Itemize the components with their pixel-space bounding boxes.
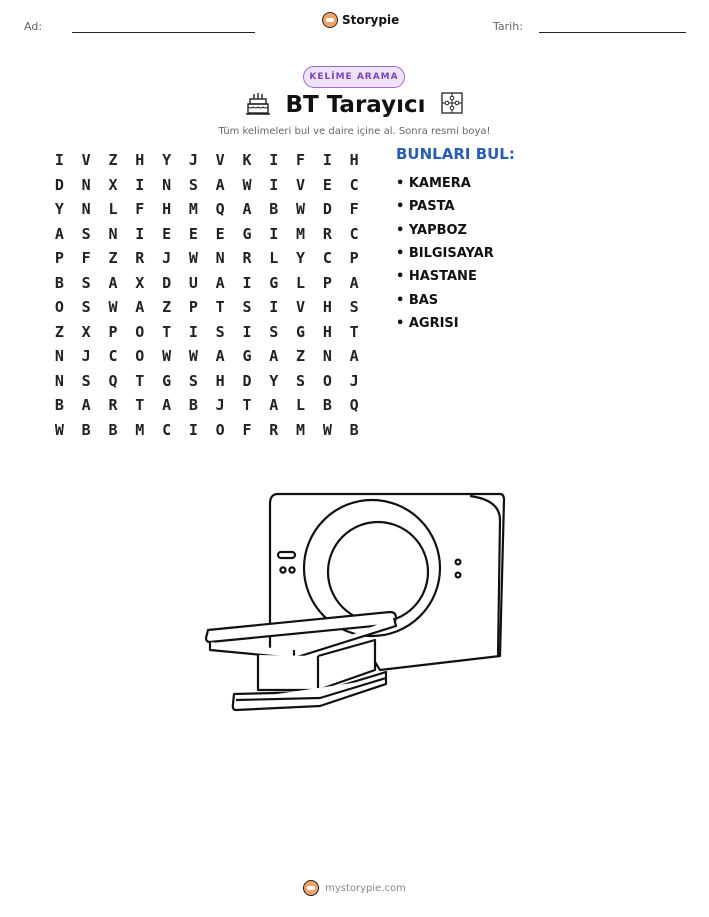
grid-letter[interactable]: A bbox=[269, 347, 279, 366]
grid-letter[interactable]: N bbox=[54, 371, 64, 390]
grid-letter[interactable]: N bbox=[108, 224, 118, 243]
grid-letter[interactable]: V bbox=[296, 175, 306, 194]
grid-letter[interactable]: B bbox=[108, 420, 118, 439]
grid-letter[interactable]: I bbox=[269, 298, 279, 317]
grid-letter[interactable]: N bbox=[215, 249, 225, 268]
grid-letter[interactable]: O bbox=[322, 371, 332, 390]
grid-letter[interactable]: C bbox=[322, 249, 332, 268]
brand-logo bbox=[322, 12, 399, 28]
grid-letter[interactable]: Z bbox=[162, 298, 172, 317]
brand-name: Storypie bbox=[342, 13, 400, 27]
grid-letter[interactable]: H bbox=[349, 151, 359, 170]
mascot-icon bbox=[322, 12, 338, 28]
grid-letter[interactable]: M bbox=[135, 420, 145, 439]
grid-letter[interactable]: S bbox=[349, 298, 359, 317]
grid-letter[interactable]: D bbox=[54, 175, 64, 194]
grid-letter[interactable]: L bbox=[296, 396, 306, 415]
grid-letter[interactable]: J bbox=[188, 151, 198, 170]
activity-badge: KELİME ARAMA bbox=[303, 66, 405, 88]
grid-letter[interactable]: W bbox=[54, 420, 64, 439]
ct-scanner-illustration bbox=[200, 490, 510, 724]
page-title: BT Tarayıcı bbox=[285, 92, 426, 118]
mascot-icon bbox=[303, 880, 319, 896]
grid-letter[interactable]: A bbox=[215, 347, 225, 366]
grid-letter[interactable]: G bbox=[296, 322, 306, 341]
grid-letter[interactable]: F bbox=[81, 249, 91, 268]
grid-letter[interactable]: V bbox=[81, 151, 91, 170]
grid-letter[interactable]: A bbox=[162, 396, 172, 415]
grid-letter[interactable]: H bbox=[322, 322, 332, 341]
grid-letter[interactable]: A bbox=[135, 298, 145, 317]
grid-letter[interactable]: A bbox=[215, 175, 225, 194]
grid-letter[interactable]: C bbox=[349, 175, 359, 194]
grid-letter[interactable]: T bbox=[349, 322, 359, 341]
grid-letter[interactable]: I bbox=[242, 322, 252, 341]
grid-letter[interactable]: Q bbox=[215, 200, 225, 219]
date-line bbox=[539, 32, 686, 33]
grid-letter[interactable]: I bbox=[269, 224, 279, 243]
grid-letter[interactable]: J bbox=[349, 371, 359, 390]
grid-letter[interactable]: D bbox=[162, 273, 172, 292]
grid-letter[interactable]: F bbox=[135, 200, 145, 219]
grid-letter[interactable]: W bbox=[162, 347, 172, 366]
grid-letter[interactable]: N bbox=[81, 175, 91, 194]
grid-row bbox=[46, 271, 368, 296]
word-item: • HASTANE bbox=[396, 269, 477, 285]
grid-letter[interactable]: T bbox=[215, 298, 225, 317]
word-item: • PASTA bbox=[396, 199, 455, 215]
grid-letter[interactable]: I bbox=[269, 175, 279, 194]
grid-letter[interactable]: A bbox=[242, 200, 252, 219]
grid-letter[interactable]: B bbox=[81, 420, 91, 439]
grid-letter[interactable]: G bbox=[269, 273, 279, 292]
grid-letter[interactable]: O bbox=[135, 322, 145, 341]
puzzle-icon bbox=[440, 91, 464, 119]
grid-letter[interactable]: X bbox=[135, 273, 145, 292]
grid-letter[interactable]: A bbox=[215, 273, 225, 292]
grid-letter[interactable]: P bbox=[349, 249, 359, 268]
grid-letter[interactable]: I bbox=[269, 151, 279, 170]
grid-letter[interactable]: O bbox=[215, 420, 225, 439]
grid-row bbox=[46, 222, 368, 247]
grid-letter[interactable]: T bbox=[135, 371, 145, 390]
grid-letter[interactable]: S bbox=[81, 224, 91, 243]
word-item: • BILGISAYAR bbox=[396, 246, 494, 262]
grid-letter[interactable]: I bbox=[188, 420, 198, 439]
grid-row bbox=[46, 295, 368, 320]
grid-letter[interactable]: J bbox=[162, 249, 172, 268]
name-label: Ad: bbox=[24, 20, 43, 33]
grid-letter[interactable]: T bbox=[162, 322, 172, 341]
grid-letter[interactable]: A bbox=[349, 273, 359, 292]
grid-letter[interactable]: G bbox=[242, 347, 252, 366]
grid-letter[interactable]: J bbox=[215, 396, 225, 415]
grid-letter[interactable]: Z bbox=[108, 151, 118, 170]
grid-letter[interactable]: P bbox=[54, 249, 64, 268]
grid-letter[interactable]: Z bbox=[54, 322, 64, 341]
grid-letter[interactable]: N bbox=[322, 347, 332, 366]
grid-letter[interactable]: N bbox=[162, 175, 172, 194]
grid-letter[interactable]: M bbox=[296, 224, 306, 243]
find-title: BUNLARI BUL: bbox=[396, 145, 515, 163]
grid-letter[interactable]: V bbox=[296, 298, 306, 317]
grid-letter[interactable]: N bbox=[54, 347, 64, 366]
word-item: • YAPBOZ bbox=[396, 222, 467, 238]
grid-letter[interactable]: H bbox=[162, 200, 172, 219]
grid-letter[interactable]: W bbox=[188, 249, 198, 268]
grid-letter[interactable]: O bbox=[135, 347, 145, 366]
grid-letter[interactable]: P bbox=[108, 322, 118, 341]
grid-letter[interactable]: R bbox=[269, 420, 279, 439]
grid-letter[interactable]: S bbox=[81, 273, 91, 292]
grid-letter[interactable]: L bbox=[296, 273, 306, 292]
grid-row bbox=[46, 148, 368, 173]
grid-letter[interactable]: R bbox=[135, 249, 145, 268]
grid-letter[interactable]: C bbox=[108, 347, 118, 366]
grid-letter[interactable]: T bbox=[135, 396, 145, 415]
grid-letter[interactable]: H bbox=[135, 151, 145, 170]
grid-letter[interactable]: M bbox=[296, 420, 306, 439]
word-list bbox=[396, 172, 494, 335]
grid-letter[interactable]: U bbox=[188, 273, 198, 292]
grid-letter[interactable]: Q bbox=[349, 396, 359, 415]
grid-row bbox=[46, 418, 368, 443]
grid-row bbox=[46, 344, 368, 369]
grid-letter[interactable]: M bbox=[188, 200, 198, 219]
grid-letter[interactable]: S bbox=[81, 371, 91, 390]
grid-letter[interactable]: W bbox=[108, 298, 118, 317]
grid-letter[interactable]: W bbox=[322, 420, 332, 439]
grid-letter[interactable]: F bbox=[296, 151, 306, 170]
grid-letter[interactable]: A bbox=[81, 396, 91, 415]
grid-letter[interactable]: S bbox=[81, 298, 91, 317]
grid-letter[interactable]: A bbox=[54, 224, 64, 243]
grid-letter[interactable]: F bbox=[242, 420, 252, 439]
grid-letter[interactable]: S bbox=[296, 371, 306, 390]
grid-letter[interactable]: F bbox=[349, 200, 359, 219]
grid-letter[interactable]: R bbox=[322, 224, 332, 243]
footer-url: mystorypie.com bbox=[325, 882, 406, 894]
grid-letter[interactable]: S bbox=[269, 322, 279, 341]
grid-letter[interactable]: R bbox=[242, 249, 252, 268]
grid-letter[interactable]: Y bbox=[54, 200, 64, 219]
grid-letter[interactable]: K bbox=[242, 151, 252, 170]
grid-letter[interactable]: R bbox=[108, 396, 118, 415]
grid-letter[interactable]: E bbox=[215, 224, 225, 243]
grid-letter[interactable]: B bbox=[54, 273, 64, 292]
footer bbox=[0, 880, 709, 896]
grid-row bbox=[46, 197, 368, 222]
grid-letter[interactable]: H bbox=[215, 371, 225, 390]
grid-row bbox=[46, 246, 368, 271]
grid-letter[interactable]: I bbox=[135, 224, 145, 243]
name-line bbox=[72, 32, 255, 33]
grid-letter[interactable]: A bbox=[349, 347, 359, 366]
grid-letter[interactable]: I bbox=[242, 273, 252, 292]
grid-letter[interactable]: T bbox=[242, 396, 252, 415]
instructions: Tüm kelimeleri bul ve daire içine al. Sonra resmi boya! bbox=[218, 126, 491, 137]
grid-letter[interactable]: E bbox=[322, 175, 332, 194]
grid-letter[interactable]: I bbox=[135, 175, 145, 194]
cake-icon bbox=[245, 90, 271, 120]
grid-letter[interactable]: Z bbox=[108, 249, 118, 268]
grid-letter[interactable]: W bbox=[242, 175, 252, 194]
date-label: Tarih: bbox=[493, 20, 523, 33]
grid-letter[interactable]: B bbox=[349, 420, 359, 439]
word-search-grid bbox=[46, 148, 368, 442]
grid-row bbox=[46, 320, 368, 345]
grid-row bbox=[46, 393, 368, 418]
grid-letter[interactable]: S bbox=[188, 371, 198, 390]
grid-letter[interactable]: V bbox=[215, 151, 225, 170]
grid-letter[interactable]: J bbox=[81, 347, 91, 366]
grid-letter[interactable]: X bbox=[81, 322, 91, 341]
grid-letter[interactable]: O bbox=[54, 298, 64, 317]
grid-letter[interactable]: E bbox=[188, 224, 198, 243]
grid-letter[interactable]: I bbox=[188, 322, 198, 341]
grid-letter[interactable]: S bbox=[242, 298, 252, 317]
title-row bbox=[0, 90, 709, 120]
grid-letter[interactable]: W bbox=[188, 347, 198, 366]
grid-letter[interactable]: A bbox=[269, 396, 279, 415]
grid-letter[interactable]: I bbox=[54, 151, 64, 170]
grid-letter[interactable]: L bbox=[108, 200, 118, 219]
grid-letter[interactable]: L bbox=[269, 249, 279, 268]
grid-letter[interactable]: C bbox=[162, 420, 172, 439]
grid-letter[interactable]: G bbox=[242, 224, 252, 243]
grid-letter[interactable]: B bbox=[188, 396, 198, 415]
grid-letter[interactable]: W bbox=[296, 200, 306, 219]
grid-letter[interactable]: P bbox=[188, 298, 198, 317]
grid-letter[interactable]: B bbox=[322, 396, 332, 415]
grid-letter[interactable]: D bbox=[322, 200, 332, 219]
grid-letter[interactable]: Y bbox=[269, 371, 279, 390]
word-item: • BAS bbox=[396, 292, 439, 308]
grid-letter[interactable]: X bbox=[108, 175, 118, 194]
grid-letter[interactable]: Y bbox=[296, 249, 306, 268]
grid-letter[interactable]: P bbox=[322, 273, 332, 292]
word-item: • AGRISI bbox=[396, 315, 459, 331]
grid-letter[interactable]: G bbox=[162, 371, 172, 390]
grid-letter[interactable]: S bbox=[188, 175, 198, 194]
grid-letter[interactable]: Q bbox=[108, 371, 118, 390]
grid-letter[interactable]: H bbox=[322, 298, 332, 317]
grid-letter[interactable]: N bbox=[81, 200, 91, 219]
grid-letter[interactable]: B bbox=[269, 200, 279, 219]
word-item: • KAMERA bbox=[396, 176, 471, 192]
grid-letter[interactable]: E bbox=[162, 224, 172, 243]
grid-letter[interactable]: I bbox=[322, 151, 332, 170]
grid-letter[interactable]: S bbox=[215, 322, 225, 341]
grid-row bbox=[46, 173, 368, 198]
grid-row bbox=[46, 369, 368, 394]
grid-letter[interactable]: B bbox=[54, 396, 64, 415]
grid-letter[interactable]: A bbox=[108, 273, 118, 292]
grid-letter[interactable]: C bbox=[349, 224, 359, 243]
grid-letter[interactable]: D bbox=[242, 371, 252, 390]
grid-letter[interactable]: Z bbox=[296, 347, 306, 366]
grid-letter[interactable]: Y bbox=[162, 151, 172, 170]
